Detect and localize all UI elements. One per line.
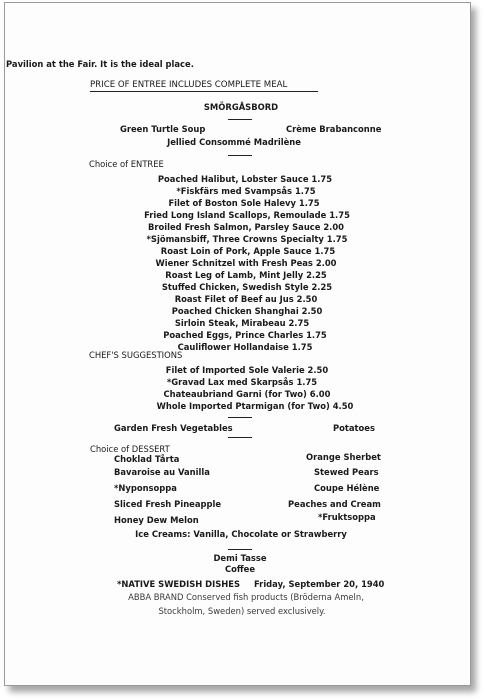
entree-item: Wiener Schnitzel with Fresh Peas 2.00 bbox=[155, 258, 337, 268]
entree-heading: Choice of ENTREE bbox=[89, 159, 164, 169]
entree-item: Poached Chicken Shanghai 2.50 bbox=[171, 306, 323, 316]
dessert-right-item: Orange Sherbet bbox=[306, 452, 381, 462]
chef-item: Chateaubriand Garni (for Two) 6.00 bbox=[163, 389, 331, 399]
native-dishes-note: *NATIVE SWEDISH DISHES bbox=[117, 579, 241, 589]
dessert-right-item: Coupe Hélène bbox=[314, 483, 380, 493]
entree-item: Poached Eggs, Prince Charles 1.75 bbox=[163, 330, 327, 340]
intro-text: Pavilion at the Fair. It is the ideal place. bbox=[6, 59, 194, 69]
entree-item: Sirloin Steak, Mirabeau 2.75 bbox=[174, 318, 310, 328]
entree-item: Filet of Boston Sole Halevy 1.75 bbox=[168, 198, 320, 208]
soup-left: Green Turtle Soup bbox=[120, 124, 206, 134]
vegetables-left: Garden Fresh Vegetables bbox=[114, 423, 233, 433]
dessert-right-item: *Fruktsoppa bbox=[318, 512, 376, 522]
soup-center: Jellied Consommé Madrilène bbox=[167, 137, 301, 147]
divider bbox=[228, 155, 252, 156]
price-note: PRICE OF ENTREE INCLUDES COMPLETE MEAL bbox=[90, 80, 288, 90]
dessert-left-item: Honey Dew Melon bbox=[114, 515, 199, 525]
entree-item: Cauliflower Hollandaise 1.75 bbox=[177, 342, 313, 352]
chef-heading: CHEF'S SUGGESTIONS bbox=[89, 350, 183, 360]
chef-item: Whole Imported Ptarmigan (for Two) 4.50 bbox=[156, 401, 354, 411]
dessert-left-item: Choklad Tårta bbox=[114, 454, 180, 464]
demi-tasse: Demi Tasse bbox=[213, 553, 267, 563]
ice-creams: Ice Creams: Vanilla, Chocolate or Strawberry bbox=[135, 529, 347, 539]
menu-date: Friday, September 20, 1940 bbox=[254, 579, 385, 589]
divider bbox=[228, 437, 252, 438]
entree-item: Stuffed Chicken, Swedish Style 2.25 bbox=[161, 282, 333, 292]
entree-item: Roast Loin of Pork, Apple Sauce 1.75 bbox=[160, 246, 336, 256]
divider bbox=[228, 549, 252, 550]
entree-item: *Fiskfärs med Svampsås 1.75 bbox=[176, 186, 316, 196]
entree-item: Broiled Fresh Salmon, Parsley Sauce 2.00 bbox=[147, 222, 345, 232]
entree-item: Roast Filet of Beef au Jus 2.50 bbox=[174, 294, 318, 304]
vegetables-right: Potatoes bbox=[333, 423, 375, 433]
abba-note-line1: ABBA BRAND Conserved fish products (Bröderna Ameln, bbox=[128, 592, 364, 602]
dessert-left-item: Sliced Fresh Pineapple bbox=[114, 499, 222, 509]
soup-right: Crème Brabanconne bbox=[286, 124, 382, 134]
dessert-left-item: Bavaroise au Vanilla bbox=[114, 467, 210, 477]
divider bbox=[228, 119, 252, 120]
entree-item: Fried Long Island Scallops, Remoulade 1.75 bbox=[144, 210, 350, 220]
smorgasbord-title: SMÖRGÅSBORD bbox=[203, 102, 279, 112]
chef-item: Filet of Imported Sole Valerie 2.50 bbox=[165, 365, 329, 375]
coffee: Coffee bbox=[224, 564, 256, 574]
entree-item: *Sjömansbiff, Three Crowns Specialty 1.75 bbox=[146, 234, 348, 244]
divider bbox=[228, 417, 252, 418]
dessert-left-item: *Nyponsoppa bbox=[114, 483, 177, 493]
dessert-right-item: Peaches and Cream bbox=[288, 499, 381, 509]
entree-item: Poached Halibut, Lobster Sauce 1.75 bbox=[157, 174, 333, 184]
abba-note-line2: Stockholm, Sweden) served exclusively. bbox=[158, 606, 326, 616]
dessert-right-item: Stewed Pears bbox=[314, 467, 379, 477]
dessert-heading: Choice of DESSERT bbox=[90, 444, 170, 454]
chef-item: *Gravad Lax med Skarpsås 1.75 bbox=[166, 377, 318, 387]
price-note-underline bbox=[90, 91, 318, 92]
entree-item: Roast Leg of Lamb, Mint Jelly 2.25 bbox=[165, 270, 327, 280]
